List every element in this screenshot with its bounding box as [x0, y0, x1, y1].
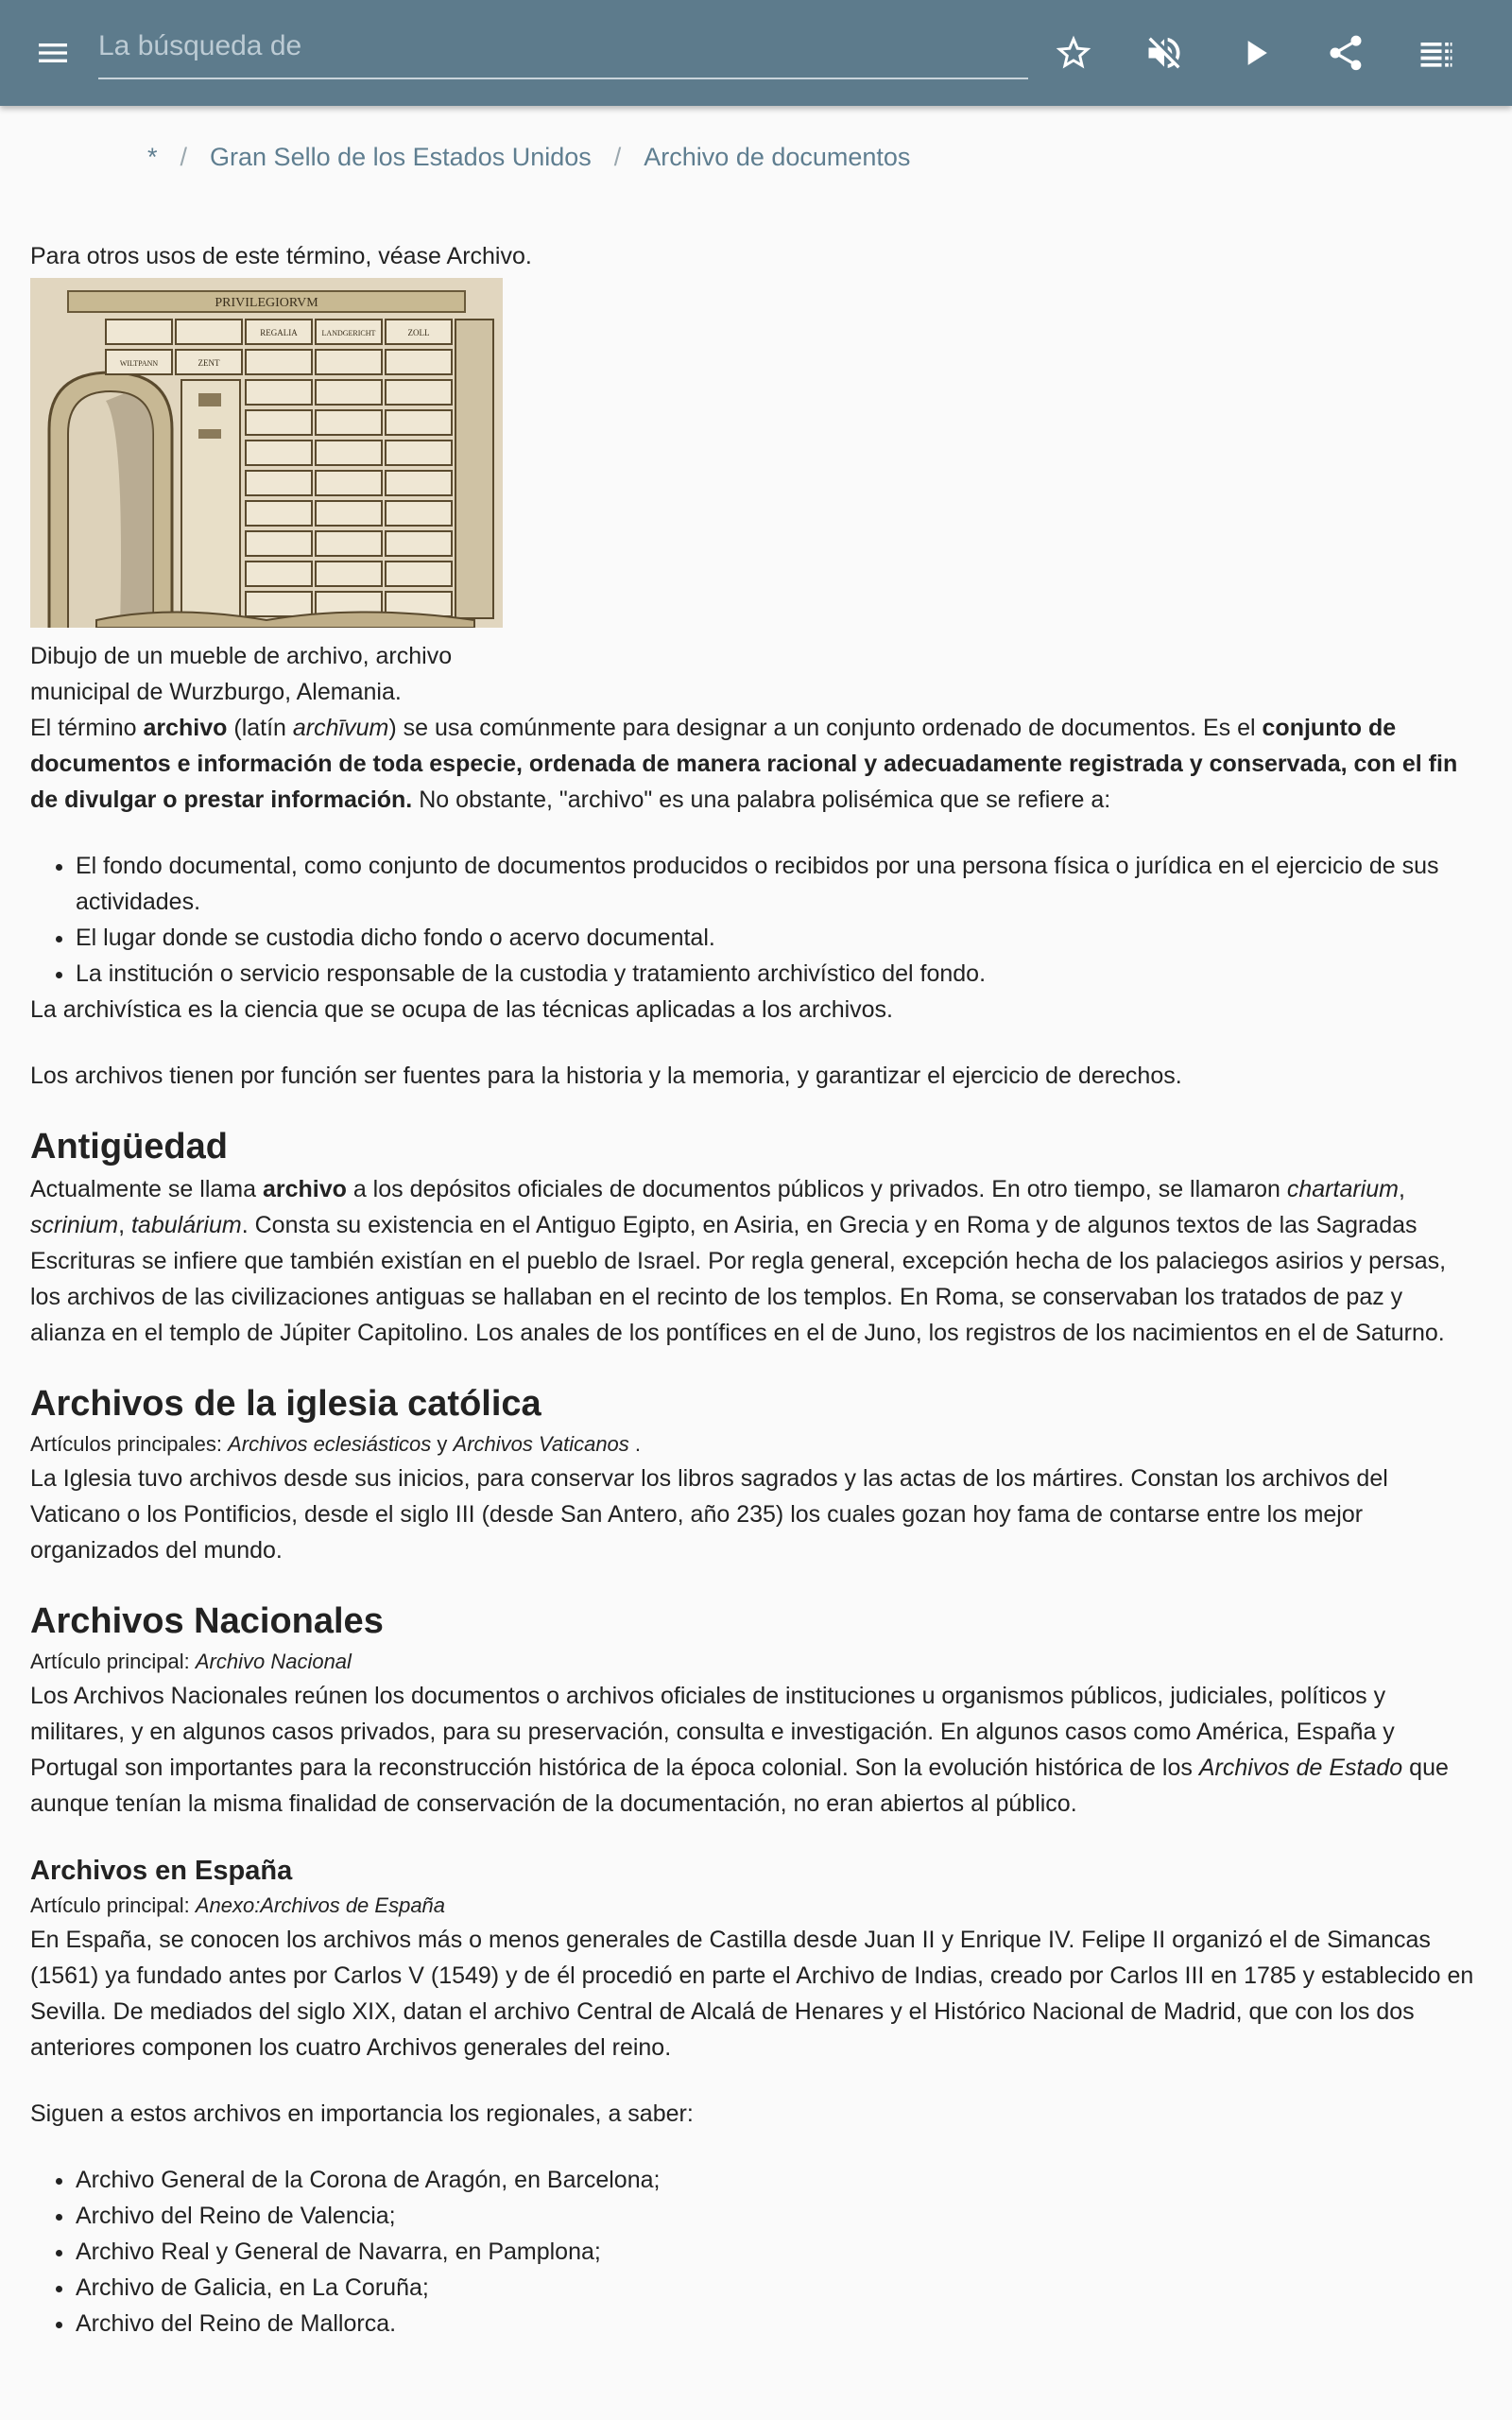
- main-article-link[interactable]: Archivo Nacional: [195, 1650, 352, 1673]
- list-item: • Archivo Real y General de Navarra, en Pamplona;: [76, 2234, 1482, 2270]
- archive-cabinet-drawing[interactable]: [30, 278, 503, 628]
- main-article-link[interactable]: Anexo:Archivos de España: [195, 1893, 446, 1917]
- playlist-icon: [1416, 32, 1457, 74]
- svg-text:LANDGERICHT: LANDGERICHT: [321, 329, 376, 337]
- list-item: • Archivo del Reino de Mallorca.: [76, 2306, 1482, 2342]
- list-item: • Archivo General de la Corona de Aragón, en Barcelona;: [76, 2162, 1482, 2198]
- list-item: • Archivo del Reino de Valencia;: [76, 2198, 1482, 2234]
- svg-text:ZENT: ZENT: [198, 358, 220, 368]
- breadcrumb: [147, 140, 910, 174]
- main-article-note: Artículo principal: Anexo:Archivos de España: [30, 1893, 446, 1917]
- disambiguation-note: Para otros usos de este término, véase Archivo.: [30, 243, 532, 269]
- list-item: • La institución o servicio responsable de la custodia y tratamiento archivístico del fondo.: [76, 956, 1482, 992]
- breadcrumb-home[interactable]: *: [147, 142, 158, 171]
- breadcrumb-item[interactable]: Gran Sello de los Estados Unidos: [210, 142, 592, 171]
- figure-caption: Dibujo de un mueble de archivo, archivo municipal de Wurzburgo, Alemania.: [30, 643, 453, 705]
- intro-paragraph: El término archivo (latín archīvum) se usa comúnmente para designar a un conjunto ordenado de documentos. Es el conjunto de documentos e información de toda especie, ordenada de manera racional y adecuadamente registrada y conservada, con el fin de divulgar o prestar información. No obstante, "archivo" es una palabra polisémica que se refiere a:: [30, 715, 1458, 813]
- svg-text:REGALIA: REGALIA: [260, 328, 298, 337]
- regionales-intro: Siguen a estos archivos en importancia los regionales, a saber:: [30, 2100, 694, 2127]
- section-heading-antiguedad: Antigüedad: [30, 1127, 228, 1167]
- volume-off-icon: [1143, 32, 1185, 74]
- section-heading-iglesia: Archivos de la iglesia católica: [30, 1384, 541, 1424]
- mute-button[interactable]: [1138, 26, 1191, 79]
- breadcrumb-item-current[interactable]: Archivo de documentos: [644, 142, 911, 171]
- svg-text:ZOLL: ZOLL: [407, 328, 430, 337]
- funcion-paragraph: Los archivos tienen por función ser fuentes para la historia y la memoria, y garantizar el ejercicio de derechos.: [30, 1063, 1182, 1089]
- antiguedad-paragraph: Actualmente se llama archivo a los depósitos oficiales de documentos públicos y privados. En otro tiempo, se llamaron chartarium, scrinium, tabulárium. Consta su existencia en el Antiguo Egipto, en Asiria, en Grecia y en Roma y de algunos textos de las Sagradas Escrituras se infiere que también existían en el pueblo de Israel. Por regla general, excepción hecha de los palaciegos asirios y persas, los archivos de las civilizaciones antiguas se hallaban en el recinto de los templos. En Roma, se conservaban los tratados de paz y alianza en el templo de Júpiter Capitolino. Los anales de los pontífices en el de Juno, los registros de los nacimientos en el de Saturno.: [30, 1176, 1447, 1346]
- main-article-note: Artículos principales: Archivos eclesiásticos y Archivos Vaticanos .: [30, 1432, 642, 1456]
- article-content: [30, 238, 1482, 2342]
- app-bar: [0, 0, 1512, 106]
- main-article-note: Artículo principal: Archivo Nacional: [30, 1650, 352, 1673]
- menu-button[interactable]: [23, 26, 83, 79]
- play-icon: [1234, 32, 1276, 74]
- main-article-link[interactable]: Archivos Vaticanos: [453, 1432, 629, 1456]
- meanings-list: [30, 848, 1482, 992]
- share-button[interactable]: [1319, 26, 1372, 79]
- search-box: [98, 19, 1028, 79]
- main-article-link[interactable]: Archivos eclesiásticos: [228, 1432, 432, 1456]
- svg-text:PRIVILEGIORVM: PRIVILEGIORVM: [215, 296, 318, 310]
- iglesia-paragraph: La Iglesia tuvo archivos desde sus inicios, para conservar los libros sagrados y las actas de los mártires. Constan los archivos del Vaticano o los Pontificios, desde el siglo III (desde San Antero, año 235) los cuales gozan hoy fama de contarse entre los mejor organizados del mundo.: [30, 1465, 1388, 1564]
- search-input[interactable]: [98, 19, 1028, 74]
- archivistica-paragraph: La archivística es la ciencia que se ocupa de las técnicas aplicadas a los archivos.: [30, 996, 894, 1023]
- menu-icon: [34, 34, 72, 72]
- regional-archives-list: [30, 2162, 1482, 2342]
- disambiguation-link[interactable]: Archivo: [446, 243, 525, 269]
- play-button[interactable]: [1228, 26, 1281, 79]
- list-item: • El fondo documental, como conjunto de documentos producidos o recibidos por una persona física o jurídica en el ejercicio de sus actividades.: [76, 848, 1482, 920]
- espana-paragraph: En España, se conocen los archivos más o menos generales de Castilla desde Juan II y Enrique IV. Felipe II organizó el de Simancas (1561) ya fundado antes por Carlos V (1549) y de él procedió en parte el Archivo de Indias, creado por Carlos III en 1785 y establecido en Sevilla. De mediados del siglo XIX, datan el archivo Central de Alcalá de Henares y el Histórico Nacional de Madrid, que con los dos anteriores componen los cuatro Archivos generales del reino.: [30, 1927, 1474, 2061]
- svg-text:WILTPANN: WILTPANN: [119, 359, 159, 368]
- list-item: • El lugar donde se custodia dicho fondo o acervo documental.: [76, 920, 1482, 956]
- contents-button[interactable]: [1410, 26, 1463, 79]
- subsection-heading-espana: Archivos en España: [30, 1856, 293, 1886]
- breadcrumb-separator: /: [180, 142, 188, 171]
- list-item: • Archivo de Galicia, en La Coruña;: [76, 2270, 1482, 2306]
- bookmark-button[interactable]: [1047, 26, 1100, 79]
- breadcrumb-separator: /: [613, 142, 622, 171]
- share-icon: [1325, 32, 1366, 74]
- article-figure: [30, 278, 503, 710]
- star-icon: [1053, 32, 1094, 74]
- nacionales-paragraph: Los Archivos Nacionales reúnen los documentos o archivos oficiales de instituciones u organismos públicos, judiciales, políticos y militares, y en algunos casos privados, para su preservación, consulta e investigación. En algunos casos como América, España y Portugal son importantes para la reconstrucción histórica de la época colonial. Son la evolución histórica de los Archivos de Estado que aunque tenían la misma finalidad de conservación de la documentación, no eran abiertos al público.: [30, 1683, 1449, 1817]
- section-heading-nacionales: Archivos Nacionales: [30, 1601, 384, 1641]
